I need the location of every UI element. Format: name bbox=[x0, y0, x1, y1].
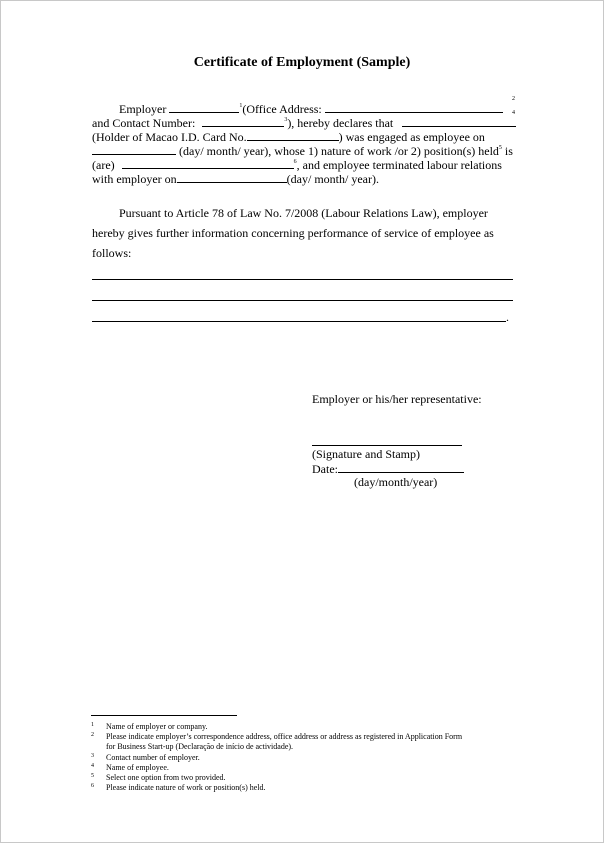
para1-line5 bbox=[92, 157, 502, 172]
footnote-text: Select one option from two provided. bbox=[106, 773, 226, 782]
signature-line[interactable] bbox=[312, 445, 462, 446]
footnote-number: 1 bbox=[91, 722, 94, 728]
are-label: (are) bbox=[92, 158, 115, 172]
footnote-text: Please indicate employer’s correspondence address, office address or address as registered in Application Form bbox=[106, 732, 463, 741]
para2-line1: Pursuant to Article 78 of Law No. 7/2008 (Labour Relations Law), employer bbox=[119, 206, 488, 220]
representative-label: Employer or his/her representative: bbox=[312, 392, 482, 406]
footnote-number: 5 bbox=[91, 773, 94, 779]
footnote-number: 2 bbox=[91, 732, 94, 738]
para2-line3: follows: bbox=[92, 246, 132, 260]
para1-line2 bbox=[92, 115, 516, 130]
termination-date-blank[interactable] bbox=[177, 171, 287, 183]
footnote-ref-6: 6 bbox=[293, 159, 297, 165]
employer-label: Employer bbox=[119, 102, 167, 116]
footnote-separator bbox=[91, 715, 237, 716]
footnote-text-continued: for Business Start-up (Declaração de início de actividade). bbox=[106, 742, 294, 751]
para1-line1 bbox=[119, 101, 503, 116]
end-period: . bbox=[506, 310, 509, 324]
signature-date-blank[interactable] bbox=[338, 461, 464, 473]
date-format-label: (day/month/year) bbox=[354, 475, 438, 489]
contact-number-blank[interactable] bbox=[202, 115, 284, 127]
id-card-number-blank[interactable] bbox=[247, 129, 339, 141]
para1-line6 bbox=[92, 171, 379, 186]
performance-line-1[interactable] bbox=[92, 279, 513, 280]
document-title: Certificate of Employment (Sample) bbox=[193, 55, 411, 70]
para2-line2: hereby gives further information concerning performance of service of employee as bbox=[92, 226, 494, 240]
footnote-ref-4: 4 bbox=[512, 110, 515, 116]
date-format-text: (day/ month/ year). bbox=[286, 172, 379, 186]
date-row bbox=[312, 461, 464, 476]
date-label: Date: bbox=[312, 462, 338, 476]
footnote-text: Contact number of employer. bbox=[106, 753, 200, 762]
hereby-declares-text: ), hereby declares that bbox=[287, 116, 394, 130]
footnote-text: Please indicate nature of work or position(s) held. bbox=[106, 783, 266, 792]
footnote-number: 4 bbox=[91, 763, 94, 769]
terminated-text: , and employee terminated labour relations bbox=[296, 158, 502, 172]
footnote-text: Name of employer or company. bbox=[106, 722, 208, 731]
para1-line3 bbox=[92, 129, 485, 144]
with-employer-on-label: with employer on bbox=[92, 172, 177, 186]
footnote-ref-5: 5 bbox=[498, 145, 502, 151]
footnote-ref-3: 3 bbox=[284, 117, 288, 123]
engaged-text: ) was engaged as employee on bbox=[338, 130, 485, 144]
employer-name-blank[interactable] bbox=[169, 101, 239, 113]
footnote-text: Name of employee. bbox=[106, 763, 169, 772]
performance-line-3[interactable] bbox=[92, 321, 506, 322]
is-text: is bbox=[501, 144, 513, 158]
performance-line-2[interactable] bbox=[92, 300, 513, 301]
holder-id-label: (Holder of Macao I.D. Card No. bbox=[92, 130, 247, 144]
footnote-ref-1: 1 bbox=[239, 103, 243, 109]
office-address-label: (Office Address: bbox=[242, 102, 322, 116]
footnote-number: 3 bbox=[91, 753, 94, 759]
engaged-date-blank[interactable] bbox=[92, 143, 176, 155]
footnote-number: 6 bbox=[91, 783, 94, 789]
signature-stamp-label: (Signature and Stamp) bbox=[312, 447, 420, 461]
para1-line4 bbox=[92, 143, 513, 158]
footnote-ref-2: 2 bbox=[512, 96, 515, 102]
employee-name-blank[interactable] bbox=[402, 115, 516, 127]
nature-of-work-text: (day/ month/ year), whose 1) nature of work /or 2) position(s) held bbox=[179, 144, 499, 158]
position-held-blank[interactable] bbox=[122, 157, 294, 169]
office-address-blank[interactable] bbox=[325, 101, 503, 113]
contact-number-label: and Contact Number: bbox=[92, 116, 196, 130]
